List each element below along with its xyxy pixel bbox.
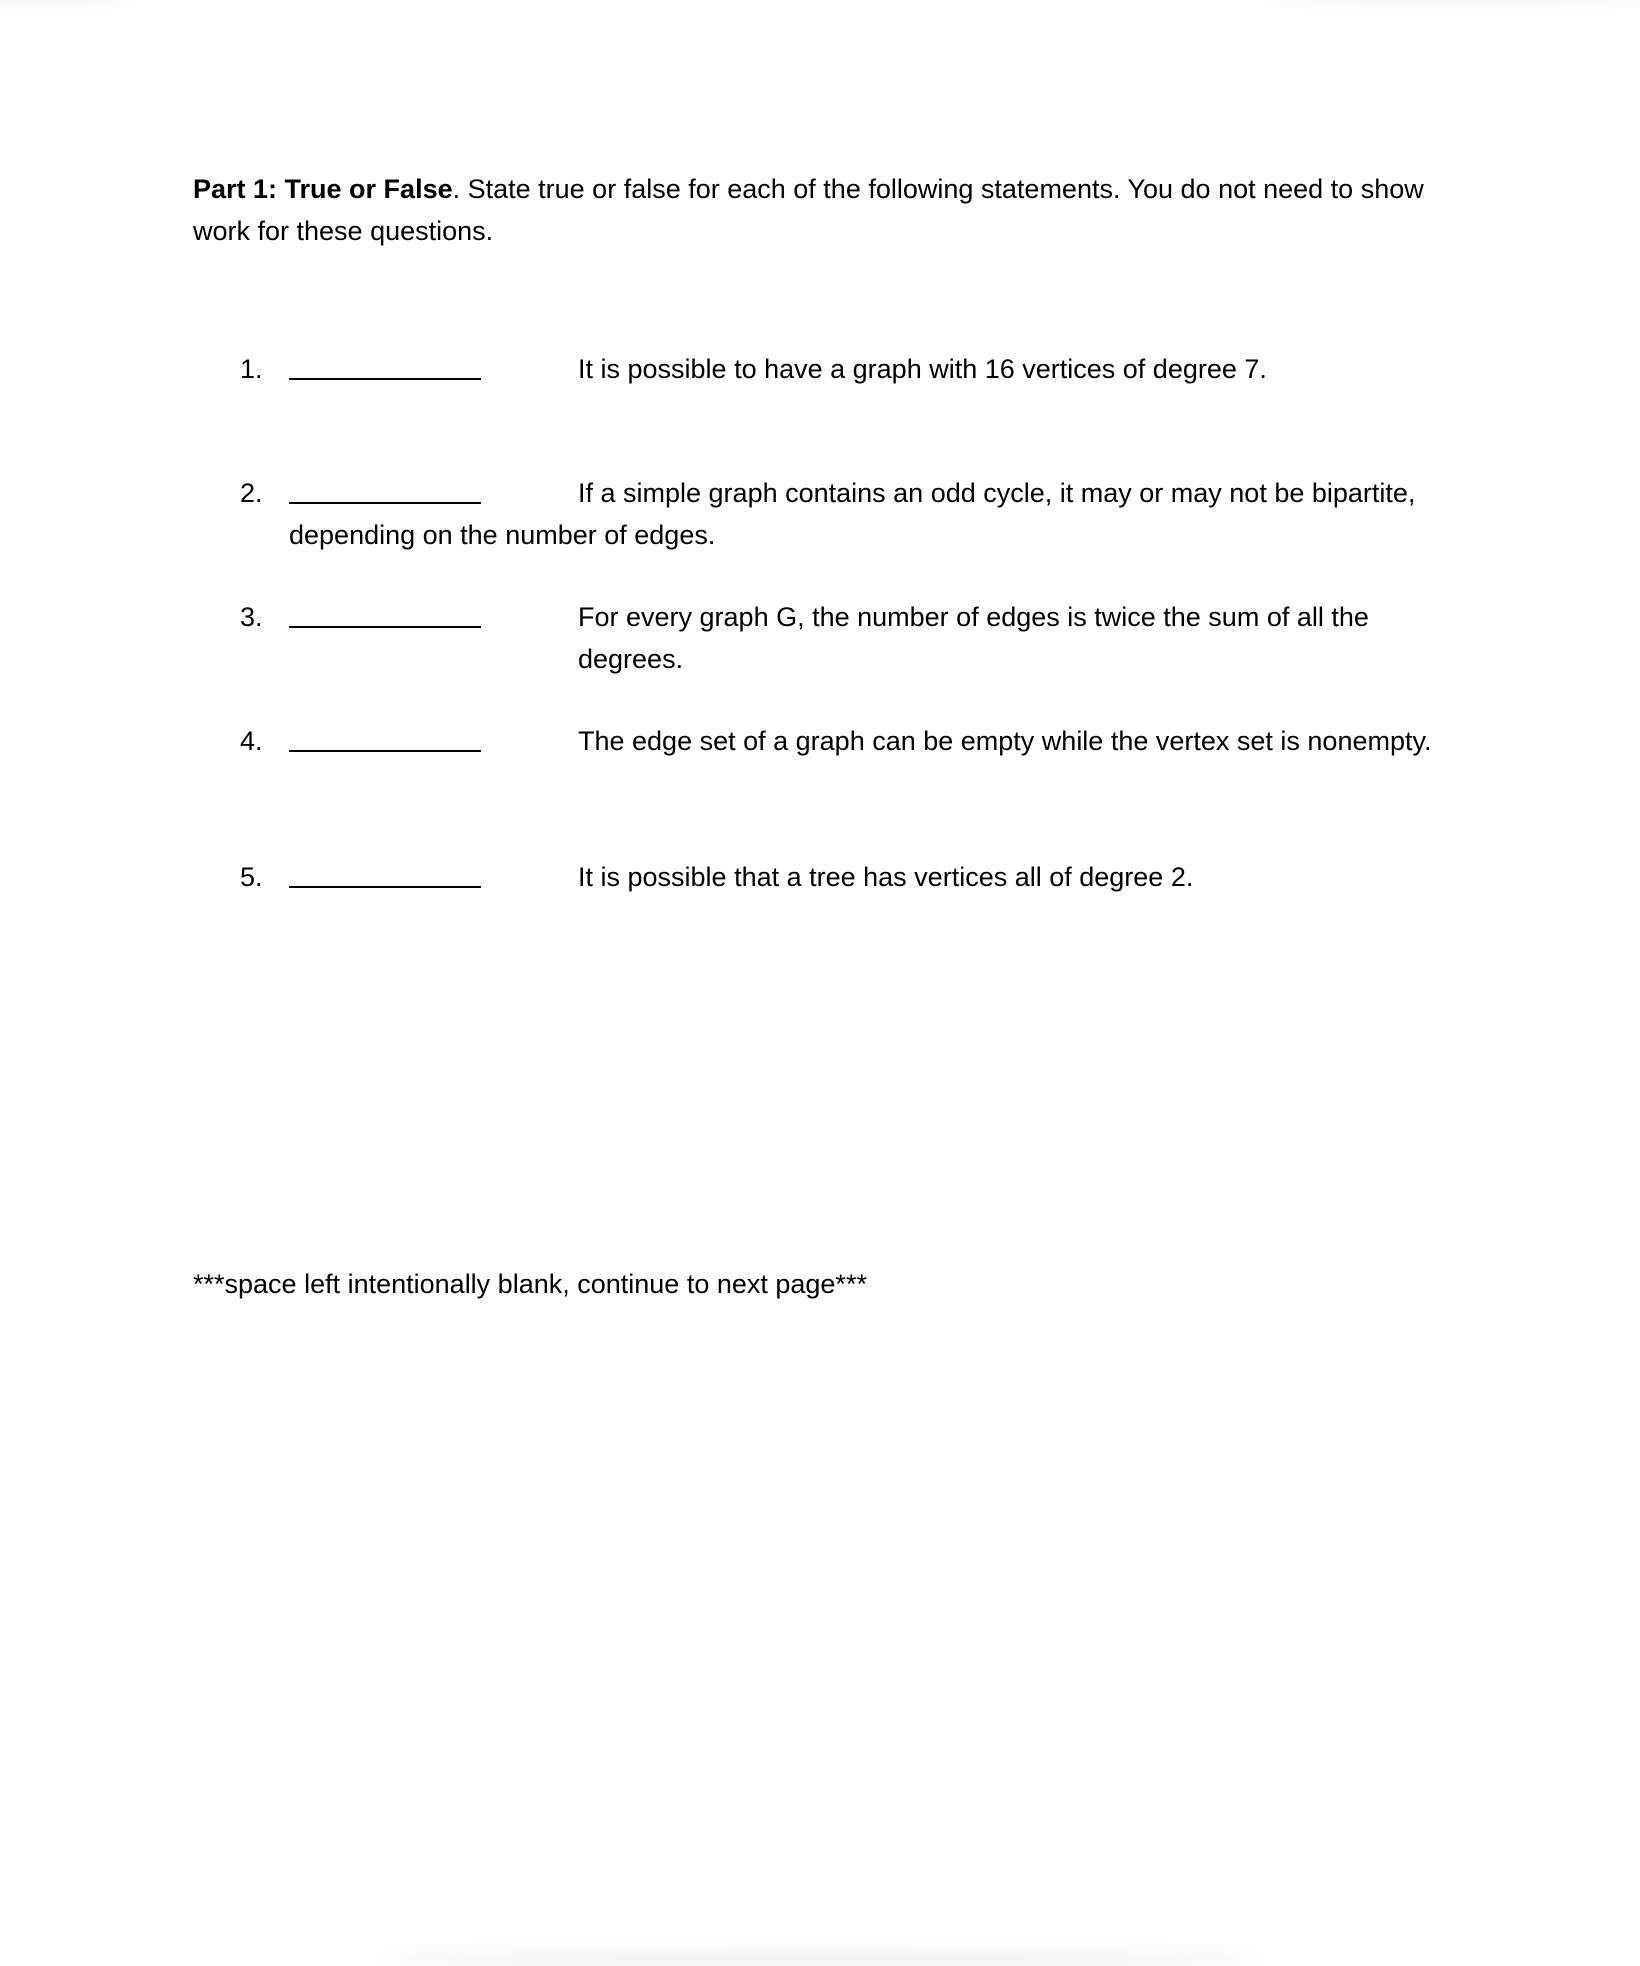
- question-statement: It is possible that a tree has vertices all of degree 2.: [578, 862, 1194, 892]
- page-shadow: [1270, 0, 1640, 2]
- section-title: Part 1: True or False: [193, 174, 453, 204]
- question-number: 4.: [240, 726, 263, 756]
- page-shadow: [380, 1950, 1260, 1966]
- question-number: 2.: [240, 478, 263, 508]
- answer-blank[interactable]: [289, 626, 481, 628]
- question-statement: It is possible to have a graph with 16 vertices of degree 7.: [578, 354, 1267, 384]
- page-shadow: [0, 0, 130, 2]
- question-statement: If a simple graph contains an odd cycle, it may or may not be bipartite,: [578, 478, 1416, 508]
- question-number: 1.: [240, 354, 263, 384]
- answer-blank[interactable]: [289, 750, 481, 752]
- question-statement-continuation: depending on the number of edges.: [289, 520, 716, 550]
- answer-blank[interactable]: [289, 502, 481, 504]
- section-instructions: [193, 168, 1463, 252]
- instructions-text: . State true or false for each of the following statements. You do not need to show work for these questions.: [193, 174, 1424, 246]
- answer-blank[interactable]: [289, 378, 481, 380]
- footer-note: ***space left intentionally blank, continue to next page***: [193, 1269, 867, 1299]
- question-number: 3.: [240, 602, 263, 632]
- answer-blank[interactable]: [289, 886, 481, 888]
- question-number: 5.: [240, 862, 263, 892]
- question-statement: For every graph G, the number of edges is twice the sum of all the degrees.: [578, 602, 1369, 674]
- question-statement: The edge set of a graph can be empty while the vertex set is nonempty.: [578, 726, 1432, 756]
